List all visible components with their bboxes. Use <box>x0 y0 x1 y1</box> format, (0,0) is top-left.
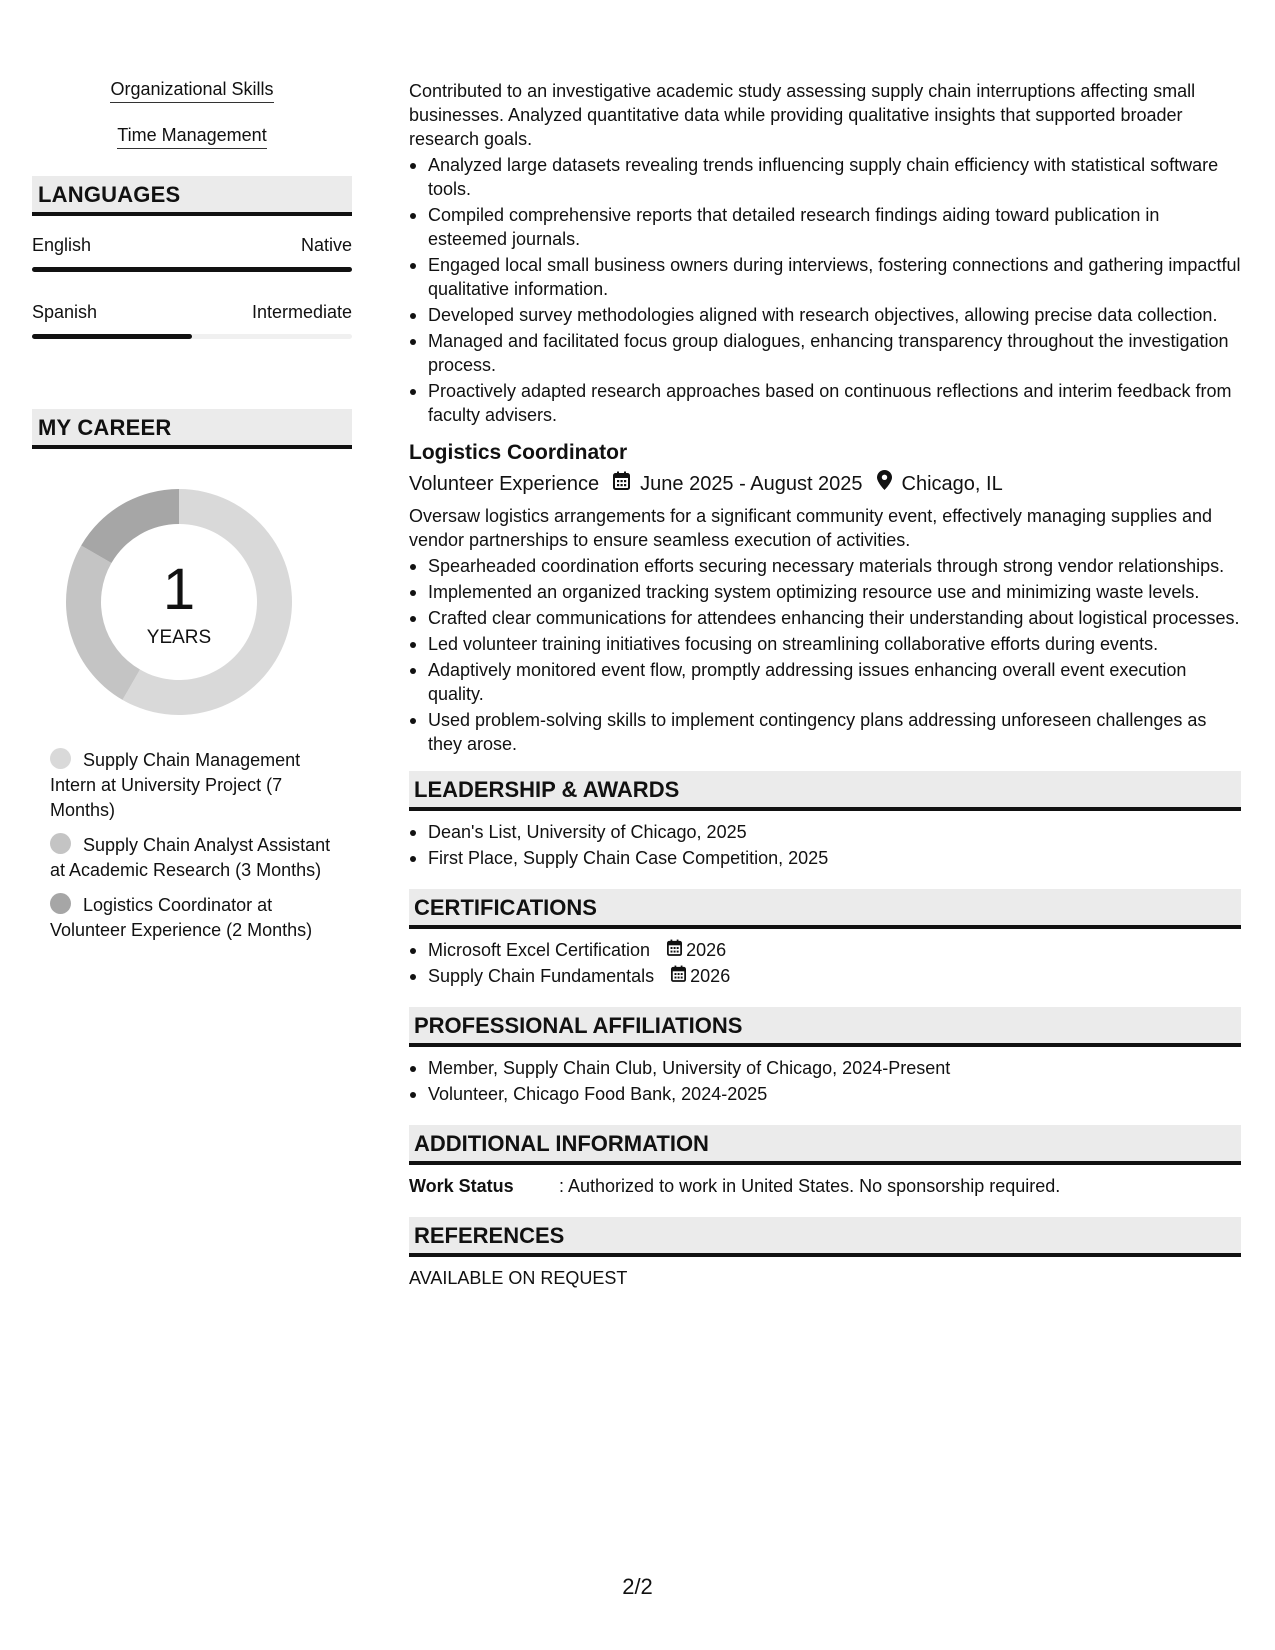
language-item <box>32 234 352 272</box>
page-number: 2/2 <box>622 1574 653 1599</box>
job-meta <box>409 470 1241 498</box>
work-status-label: Work Status <box>409 1176 514 1196</box>
certification-year: 2026 <box>686 940 727 960</box>
calendar-icon <box>667 938 682 962</box>
job-bullet: Led volunteer training initiatives focusing on streamlining collaborative efforts during events. <box>409 632 1241 656</box>
job-bullet: Used problem-solving skills to implement contingency plans addressing unforeseen challenges as they arose. <box>409 708 1241 756</box>
skill-item: Time Management <box>32 124 352 149</box>
left-column <box>32 78 352 953</box>
awards-heading: LEADERSHIP & AWARDS <box>409 771 1241 811</box>
career-legend-item: Supply Chain Analyst Assistant at Academic Research (3 Months) <box>50 835 331 880</box>
awards-list <box>409 820 1241 870</box>
job-bullets <box>409 554 1241 756</box>
job-bullet: Spearheaded coordination efforts securing necessary materials through strong vendor relationships. <box>409 554 1241 578</box>
job-bullets <box>409 153 1241 427</box>
languages-heading: LANGUAGES <box>32 176 352 216</box>
certification-name: Supply Chain Fundamentals <box>428 966 655 986</box>
job-summary: Contributed to an investigative academic study assessing supply chain interruptions affecting small businesses. Analyzed quantitative data while providing qualitative insights that supported broader research goals. <box>409 81 1196 149</box>
job-bullet: Engaged local small business owners during interviews, fostering connections and gathering impactful qualitative information. <box>409 253 1241 301</box>
job-bullet: Managed and facilitated focus group dialogues, enhancing transparency throughout the investigation process. <box>409 329 1241 377</box>
affiliation-item: Member, Supply Chain Club, University of Chicago, 2024-Present <box>409 1056 1241 1080</box>
job-bullet: Compiled comprehensive reports that detailed research findings aiding toward publication in esteemed journals. <box>409 203 1241 251</box>
certification-item <box>409 964 1241 988</box>
job-dates: June 2025 - August 2025 <box>640 473 863 495</box>
career-heading: MY CAREER <box>32 409 352 449</box>
work-status-row <box>409 1174 1241 1198</box>
affiliations-list <box>409 1056 1241 1106</box>
legend-dot-icon <box>50 748 71 769</box>
language-proficiency-bar <box>32 334 352 339</box>
certification-year: 2026 <box>690 966 731 986</box>
career-total-number: 1 <box>162 557 196 622</box>
career-total-unit: YEARS <box>146 627 212 648</box>
career-donut-chart <box>66 489 292 715</box>
calendar-icon <box>613 470 630 498</box>
work-status-value: : Authorized to work in United States. No sponsorship required. <box>559 1176 1061 1196</box>
calendar-icon <box>671 964 686 988</box>
career-legend <box>32 748 352 943</box>
legend-dot-icon <box>50 833 71 854</box>
award-item: First Place, Supply Chain Case Competition, 2025 <box>409 846 1241 870</box>
certification-name: Microsoft Excel Certification <box>428 940 651 960</box>
affiliations-heading: PROFESSIONAL AFFILIATIONS <box>409 1007 1241 1047</box>
legend-dot-icon <box>50 893 71 914</box>
job-bullet: Analyzed large datasets revealing trends influencing supply chain efficiency with statistical software tools. <box>409 153 1241 201</box>
job-summary: Oversaw logistics arrangements for a significant community event, effectively managing supplies and vendor partnerships to ensure seamless execution of activities. <box>409 506 1213 550</box>
skill-item: Organizational Skills <box>32 78 352 103</box>
language-proficiency-fill <box>32 334 192 339</box>
career-legend-item: Logistics Coordinator at Volunteer Experience (2 Months) <box>50 895 313 940</box>
job-title: Logistics Coordinator <box>409 441 628 464</box>
language-name: Spanish <box>32 302 98 322</box>
language-level: Intermediate <box>251 302 352 322</box>
language-item <box>32 301 352 339</box>
right-column <box>409 79 1241 1290</box>
job-bullet: Developed survey methodologies aligned with research objectives, allowing precise data collection. <box>409 303 1241 327</box>
language-level: Native <box>300 235 352 255</box>
references-heading: REFERENCES <box>409 1217 1241 1257</box>
job-organization: Volunteer Experience <box>409 473 600 495</box>
certification-item <box>409 938 1241 962</box>
affiliation-item: Volunteer, Chicago Food Bank, 2024-2025 <box>409 1082 1241 1106</box>
language-proficiency-fill <box>32 267 352 272</box>
award-item: Dean's List, University of Chicago, 2025 <box>409 820 1241 844</box>
job-bullet: Implemented an organized tracking system optimizing resource use and minimizing waste levels. <box>409 580 1241 604</box>
job-bullet: Adaptively monitored event flow, promptly addressing issues enhancing overall event execution quality. <box>409 658 1241 706</box>
job-bullet: Crafted clear communications for attendees enhancing their understanding about logistical processes. <box>409 606 1241 630</box>
language-name: English <box>32 235 92 255</box>
references-text: AVAILABLE ON REQUEST <box>409 1268 628 1288</box>
language-proficiency-bar <box>32 267 352 272</box>
job-bullet: Proactively adapted research approaches based on continuous reflections and interim feedback from faculty advisers. <box>409 379 1241 427</box>
certifications-heading: CERTIFICATIONS <box>409 889 1241 929</box>
certifications-list <box>409 938 1241 988</box>
job-location: Chicago, IL <box>901 473 1003 495</box>
additional-info-heading: ADDITIONAL INFORMATION <box>409 1125 1241 1165</box>
location-pin-icon <box>877 470 892 498</box>
career-legend-item: Supply Chain Management Intern at University Project (7 Months) <box>50 750 301 820</box>
